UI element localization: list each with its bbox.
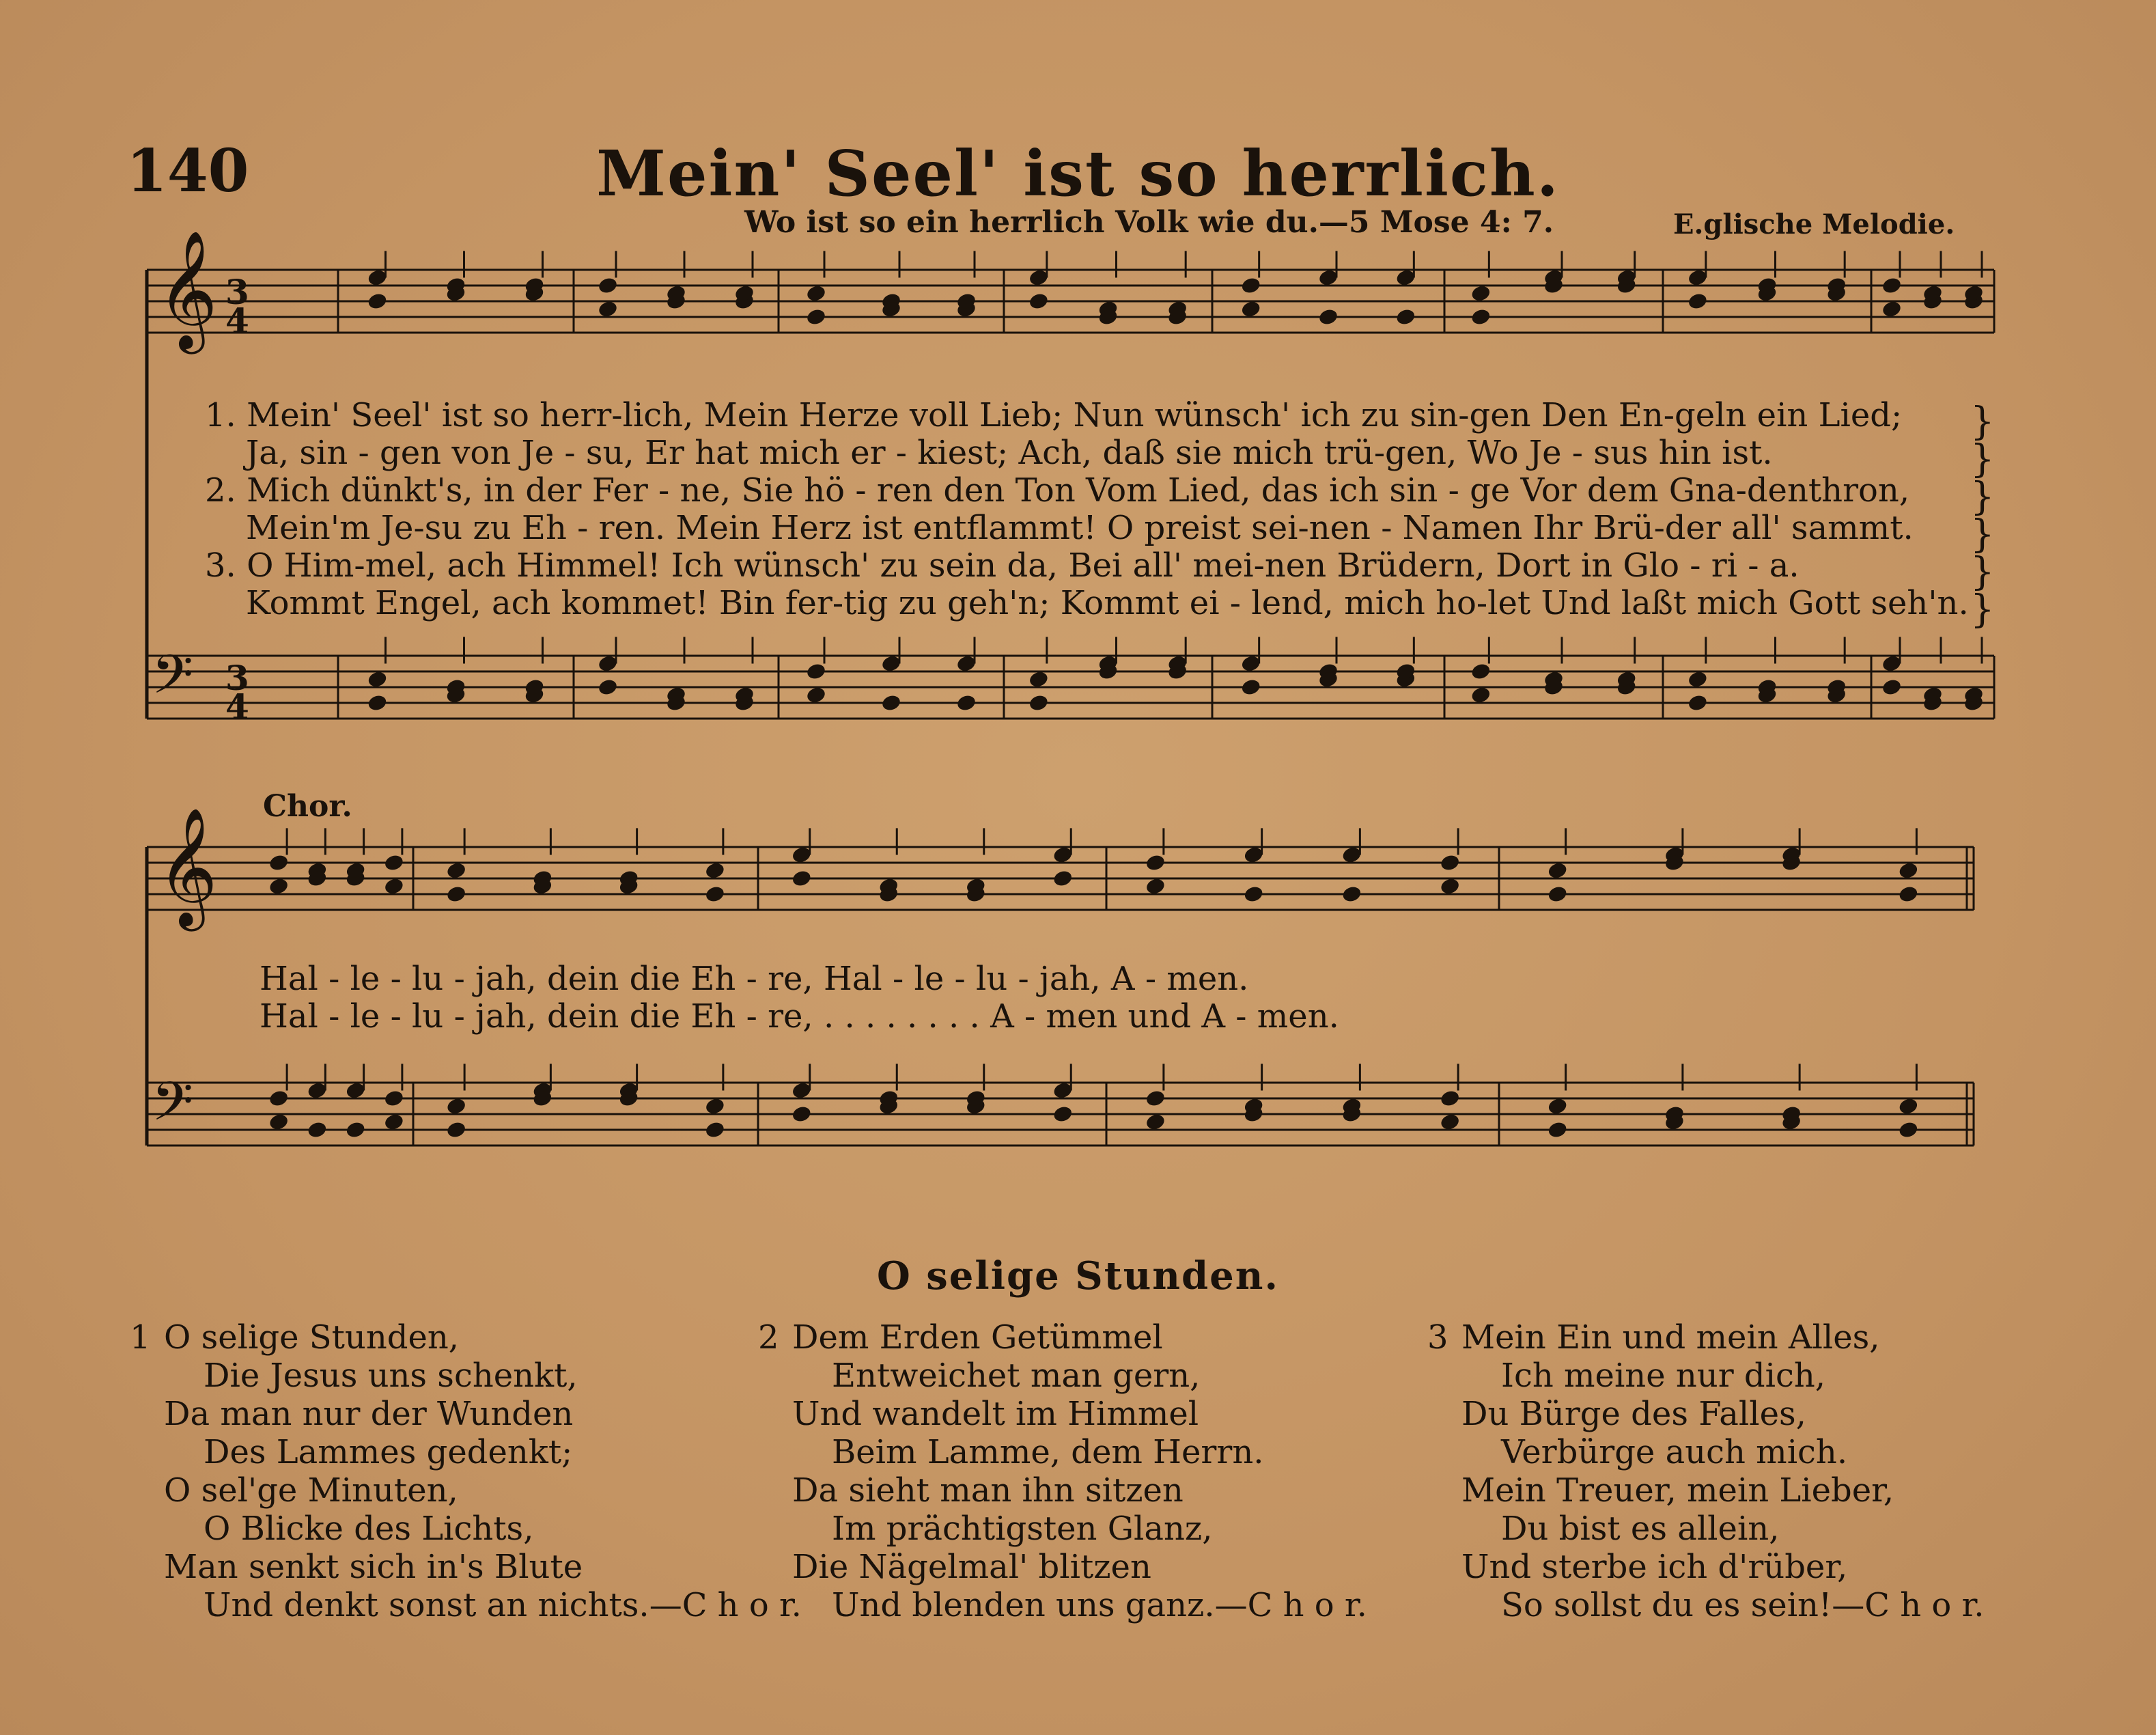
bass-staff-1-note <box>1881 678 1902 697</box>
treble-staff-2-note <box>1547 861 1568 880</box>
brace-verse-2a: } <box>1970 475 1995 519</box>
time-signature-denominator: 4 <box>225 301 249 341</box>
stanza-line: Verbürge auch mich. <box>1501 1433 1848 1471</box>
stanza-line: Und denkt sonst an nichts.—C h o r. <box>204 1586 802 1624</box>
bass-staff-2-note <box>1052 1105 1074 1124</box>
treble-staff-1-note <box>1395 307 1416 327</box>
stanza-2 <box>758 1318 1367 1624</box>
treble-staff-2-note <box>445 861 466 880</box>
treble-staff-1-note <box>1317 307 1339 327</box>
brace-verse-1b: } <box>1970 437 1995 482</box>
bass-staff-1-note <box>367 670 388 689</box>
page-number: 140 <box>126 137 249 206</box>
treble-staff-1-note <box>805 307 826 327</box>
stanza-number: 3 <box>1427 1318 1448 1357</box>
second-hymn-title: O selige Stunden. <box>877 1253 1279 1299</box>
bass-staff-2-note <box>268 1113 289 1132</box>
stanza-line: Und wandelt im Himmel <box>792 1395 1199 1433</box>
treble-staff-1-note <box>597 300 618 319</box>
stanza-line: O selige Stunden, <box>164 1318 460 1357</box>
verse-1-line-2: Ja, sin - gen von Je - su, Er hat mich er - kiest; Ach, daß sie mich trü-gen, Wo Je - sus hin ist. <box>246 434 1773 472</box>
verse-2-line-1: 2. Mich dünkt's, in der Fer - ne, Sie hö - ren den Ton Vom Lied, das ich sin - ge Vor dem Gna-denthron, <box>205 471 1910 510</box>
brace-verse-1a: } <box>1970 400 1995 444</box>
stanza-1 <box>130 1318 802 1624</box>
stanza-line: O sel'ge Minuten, <box>164 1471 458 1510</box>
stanza-line: O Blicke des Lichts, <box>204 1510 534 1548</box>
bass-staff-1-note <box>1240 678 1261 697</box>
stanza-line: Im prächtigsten Glanz, <box>832 1510 1213 1548</box>
stanza-line: Beim Lamme, dem Herrn. <box>832 1433 1264 1471</box>
verse-2-line-2: Mein'm Je-su zu Eh - ren. Mein Herz ist entflammt! O preist sei-nen - Namen Ihr Brü-der all' sammt. <box>246 509 1914 547</box>
treble-staff-1-note <box>1470 307 1492 327</box>
treble-staff-1-note <box>805 284 826 303</box>
stanza-number: 1 <box>130 1318 151 1357</box>
treble-staff-2-note <box>1439 853 1460 872</box>
bass-staff-1-note <box>805 686 826 705</box>
bass-staff-1-note <box>597 678 618 697</box>
stanza-line: Mein Ein und mein Alles, <box>1461 1318 1880 1357</box>
brace-verse-2b: } <box>1970 512 1995 557</box>
bass-clef-icon: 𝄢 <box>152 1071 194 1146</box>
bass-staff-1-note <box>880 693 901 712</box>
treble-staff-2-note <box>1341 885 1362 904</box>
stanza-3 <box>1427 1318 1985 1624</box>
epigraph: Wo ist so ein herrlich Volk wie du.—5 Mose 4: 7. <box>744 205 1554 240</box>
bass-staff-2-note <box>268 1089 289 1108</box>
bass-staff-2-note <box>445 1120 466 1139</box>
stanza-line: Da sieht man ihn sitzen <box>792 1471 1184 1510</box>
bass-staff-1-note <box>367 693 388 712</box>
bass-staff-2-note <box>345 1120 366 1139</box>
bass-staff-2-note <box>704 1120 725 1139</box>
melody-credit: E.glische Melodie. <box>1673 208 1955 240</box>
bass-staff-2-note <box>383 1113 404 1132</box>
treble-staff-2-note <box>268 853 289 872</box>
bass-staff-1-note <box>1470 662 1492 681</box>
treble-staff-2-note <box>1243 885 1264 904</box>
stanza-line: Die Jesus uns schenkt, <box>204 1357 578 1395</box>
treble-staff-1-note <box>367 292 388 311</box>
treble-staff-1-note <box>1881 276 1902 295</box>
treble-staff-2-note <box>1898 885 1919 904</box>
treble-staff-2-note <box>1145 877 1166 896</box>
bass-staff-2-note <box>383 1089 404 1108</box>
hymn-title: Mein' Seel' ist so herrlich. <box>596 137 1560 210</box>
treble-staff-1-note <box>597 276 618 295</box>
chorus-line-2: Hal - le - lu - jah, dein die Eh - re, . . . . . . . . A - men und A - men. <box>260 997 1339 1036</box>
stanza-line: Des Lammes gedenkt; <box>204 1433 573 1471</box>
stanza-line: Man senkt sich in's Blute <box>164 1548 583 1586</box>
treble-staff-1-note <box>1687 292 1708 311</box>
bass-staff-2-note <box>307 1120 328 1139</box>
treble-staff-2-note <box>268 877 289 896</box>
time-signature-numerator: 3 <box>225 658 249 698</box>
bass-staff-2-note <box>1145 1089 1166 1108</box>
stanza-line: So sollst du es sein!—C h o r. <box>1501 1586 1985 1624</box>
stanza-line: Mein Treuer, mein Lieber, <box>1461 1471 1894 1510</box>
treble-staff-2-note <box>1145 853 1166 872</box>
treble-staff-1-note <box>1028 292 1049 311</box>
stanza-line: Ich meine nur dich, <box>1501 1357 1826 1395</box>
time-signature-numerator: 3 <box>225 272 249 312</box>
bass-staff-1-note <box>1028 670 1049 689</box>
brace-verse-3a: } <box>1970 550 1995 594</box>
treble-staff-2-note <box>791 869 812 888</box>
treble-staff-2-note <box>1898 861 1919 880</box>
stanza-line: Die Nägelmal' blitzen <box>792 1548 1151 1586</box>
stanza-line: Da man nur der Wunden <box>164 1395 574 1433</box>
chorus-line-1: Hal - le - lu - jah, dein die Eh - re, Hal - le - lu - jah, A - men. <box>260 960 1249 998</box>
stanza-line: Entweichet man gern, <box>832 1357 1201 1395</box>
bass-staff-2-note <box>1439 1113 1460 1132</box>
bass-staff-2-note <box>791 1105 812 1124</box>
treble-staff-1-note <box>1240 276 1261 295</box>
bass-staff-2-note <box>704 1097 725 1116</box>
bass-staff-1-note <box>1687 670 1708 689</box>
verse-3-line-2: Kommt Engel, ach kommet! Bin fer-tig zu geh'n; Kommt ei - lend, mich ho-let Und laßt mich Gott seh'n. <box>246 584 1969 622</box>
stanza-number: 2 <box>758 1318 779 1357</box>
bass-staff-1-note <box>1687 693 1708 712</box>
stanza-line: Und sterbe ich d'rüber, <box>1461 1548 1848 1586</box>
treble-staff-2-note <box>383 853 404 872</box>
treble-clef-icon: 𝄞 <box>157 230 218 349</box>
time-signature-denominator: 4 <box>225 686 249 727</box>
bass-staff-2-note <box>445 1097 466 1116</box>
treble-clef-icon: 𝄞 <box>157 807 218 926</box>
treble-staff-2-note <box>445 885 466 904</box>
chorus-label: Chor. <box>263 789 352 824</box>
bass-staff-2-note <box>1898 1097 1919 1116</box>
treble-staff-1-note <box>1470 284 1492 303</box>
stanza-line: Dem Erden Getümmel <box>792 1318 1163 1357</box>
treble-staff-1-note <box>1881 300 1902 319</box>
treble-staff-1-note <box>1240 300 1261 319</box>
verse-3-line-1: 3. O Him-mel, ach Himmel! Ich wünsch' zu sein da, Bei all' mei-nen Brüdern, Dort in Glo - ri - a. <box>205 546 1800 585</box>
treble-staff-2-note <box>383 877 404 896</box>
brace-verse-3b: } <box>1970 587 1995 632</box>
bass-clef-icon: 𝄢 <box>152 644 194 719</box>
treble-staff-2-note <box>1547 885 1568 904</box>
treble-staff-2-note <box>704 861 725 880</box>
bass-staff-2-note <box>1439 1089 1460 1108</box>
bass-staff-2-note <box>1898 1120 1919 1139</box>
bass-staff-1-note <box>805 662 826 681</box>
stanza-line: Du bist es allein, <box>1501 1510 1780 1548</box>
bass-staff-2-note <box>1547 1120 1568 1139</box>
bass-staff-1-note <box>955 693 977 712</box>
stanza-line: Du Bürge des Falles, <box>1461 1395 1806 1433</box>
bass-staff-2-note <box>1145 1113 1166 1132</box>
bass-staff-1-note <box>1470 686 1492 705</box>
treble-staff-2-note <box>704 885 725 904</box>
bass-staff-2-note <box>1547 1097 1568 1116</box>
verse-1-line-1: 1. Mein' Seel' ist so herr-lich, Mein Herze voll Lieb; Nun wünsch' ich zu sin-gen Den En-geln ein Lied; <box>205 396 1903 434</box>
bass-staff-1-note <box>1028 693 1049 712</box>
stanza-line: Und blenden uns ganz.—C h o r. <box>832 1586 1367 1624</box>
treble-staff-2-note <box>1052 869 1074 888</box>
treble-staff-2-note <box>1439 877 1460 896</box>
